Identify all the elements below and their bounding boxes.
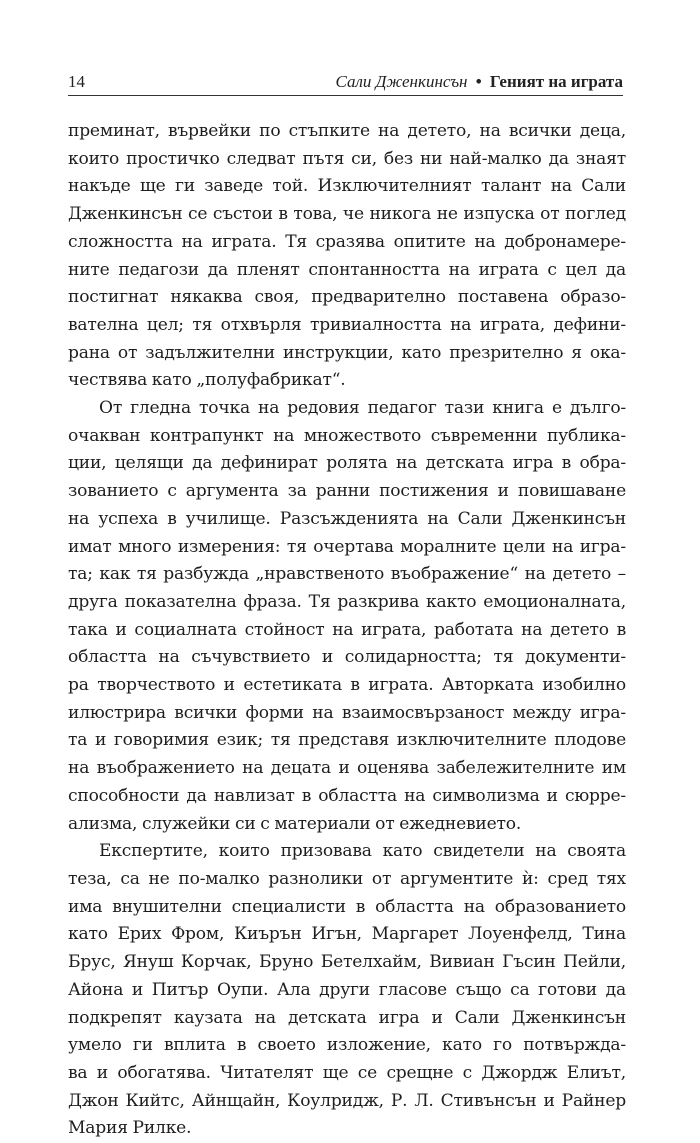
body-text	[68, 118, 626, 1143]
text-line: подкрепят каузата на детската игра и Сали Дженкинсън	[68, 1007, 626, 1028]
text-line: способности да навлизат в областта на символизма и сюрре-	[68, 785, 626, 806]
paragraph	[68, 395, 626, 838]
text-line: като Ерих Фром, Киърън Игън, Маргарет Лоуенфелд, Тина	[68, 924, 626, 945]
running-head-book-title: Геният на играта	[489, 72, 623, 91]
running-header	[68, 70, 623, 96]
text-line: Експертите, които призовава като свидетели на своята	[99, 841, 626, 862]
running-head-author: Сали Дженкинсън	[335, 72, 468, 91]
text-line: на въображението на децата и оценява забележителните им	[68, 758, 626, 779]
text-line: Айона и Питър Оупи. Ала други гласове също са готови да	[68, 979, 626, 1000]
text-line: ните педагози да пленят спонтанността на играта с цел да	[68, 259, 626, 280]
text-line: чествява като „полуфабрикат“.	[68, 370, 346, 391]
text-line: Джон Кийтс, Айнщайн, Коулридж, Р. Л. Стивънсън и Райнер	[68, 1090, 626, 1111]
text-line: ализма, служейки си с материали от ежедневието.	[68, 813, 522, 834]
text-line: та и говоримия език; тя представя изключителните плодове	[68, 730, 626, 751]
text-line: илюстрира всички форми на взаимосвързаност между игра-	[68, 702, 626, 723]
text-line: на успеха в училище. Разсъжденията на Сали Дженкинсън	[68, 508, 626, 529]
text-line: умело ги вплита в своето изложение, като го потвържда-	[68, 1035, 626, 1056]
text-line: имат много измерения: тя очертава моралните цели на игра-	[68, 536, 626, 557]
text-line: очакван контрапункт на множеството съвременни публика-	[68, 425, 626, 446]
text-line: Дженкинсън се състои в това, че никога не изпуска от поглед	[68, 204, 626, 225]
text-line: зованието с аргумента за ранни постижения и повишаване	[68, 481, 626, 502]
header-rule	[68, 95, 623, 96]
text-line: така и социалната стойност на играта, работата на детето в	[68, 619, 626, 640]
text-line: ции, целящи да дефинират ролята на детската игра в обра-	[68, 453, 626, 474]
running-head	[335, 72, 623, 92]
text-line: друга показателна фраза. Тя разкрива както емоционалната,	[68, 591, 626, 612]
text-line: та; как тя разбужда „нравственото въображение“ на детето –	[68, 564, 626, 585]
text-line: постигнат някаква своя, предварително поставена образо-	[68, 287, 626, 308]
text-line: ва и обогатява. Читателят ще се срещне с Джордж Елиът,	[68, 1062, 626, 1083]
text-line: От гледна точка на редовия педагог тази книга е дълго-	[99, 398, 626, 419]
text-line: сложността на играта. Тя сразява опитите на добронамере-	[68, 231, 626, 252]
text-line: които простичко следват пътя си, без ни най-малко да знаят	[68, 148, 626, 169]
text-line: рана от задължителни инструкции, като презрително я ока-	[68, 342, 626, 363]
paragraph	[68, 838, 626, 1143]
text-line: ра творчеството и естетиката в играта. Авторката изобилно	[68, 675, 626, 696]
text-line: вателна цел; тя отхвърля тривиалността на играта, дефини-	[68, 314, 626, 335]
text-line: преминат, вървейки по стъпките на детето, на всички деца,	[68, 121, 626, 141]
text-line: има внушителни специалисти в областта на образованието	[68, 896, 626, 917]
text-line: теза, са не по-малко разнолики от аргументите ѝ: сред тях	[68, 868, 626, 889]
page-number: 14	[68, 72, 85, 91]
text-line: областта на съчувствието и солидарността; тя документи-	[68, 647, 626, 668]
running-head-separator: •	[475, 72, 482, 91]
paragraph	[68, 118, 626, 395]
text-line: накъде ще ги заведе той. Изключителният талант на Сали	[68, 176, 626, 197]
text-line: Брус, Януш Корчак, Бруно Бетелхайм, Вивиан Гъсин Пейли,	[68, 952, 626, 973]
text-line: Мария Рилке.	[68, 1118, 192, 1139]
